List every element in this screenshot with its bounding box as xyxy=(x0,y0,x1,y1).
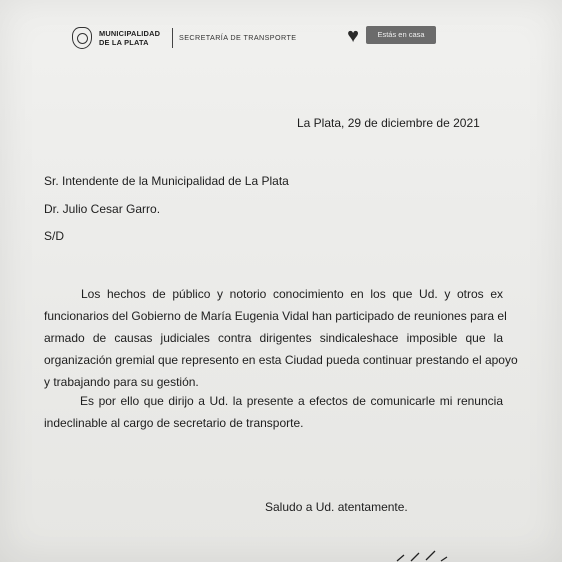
paragraph-2-line-1: Es por ello que dirijo a Ud. la presente a efectos de comunicarle mi renuncia xyxy=(80,394,503,408)
paragraph-1-line-1: Los hechos de público y notorio conocimiento en los que Ud. y otros ex xyxy=(81,287,503,301)
municipality-line-2: DE LA PLATA xyxy=(99,38,149,47)
municipality-line-1: MUNICIPALIDAD xyxy=(99,29,161,38)
recipient-line-1: Sr. Intendente de la Municipalidad de La Plata xyxy=(44,174,289,188)
signature-mark xyxy=(395,548,465,562)
paragraph-1-line-2: funcionarios del Gobierno de María Eugenia Vidal han participado de reuniones para el xyxy=(44,309,507,323)
department-name: SECRETARÍA DE TRANSPORTE xyxy=(179,33,297,42)
letter-date: La Plata, 29 de diciembre de 2021 xyxy=(297,116,480,130)
closing-salutation: Saludo a Ud. atentamente. xyxy=(265,500,408,514)
heart-icon: ♥ xyxy=(347,25,359,47)
recipient-line-3: S/D xyxy=(44,229,65,243)
paragraph-2-line-2: indeclinable al cargo de secretario de transporte. xyxy=(44,416,304,430)
letterhead-divider xyxy=(172,28,173,48)
coat-of-arms-icon xyxy=(72,27,92,49)
paragraph-1-line-3: armado de causas judiciales contra dirigentes sindicaleshace imposible que la xyxy=(44,331,503,345)
campaign-badge: Estás en casa xyxy=(366,26,436,44)
letterhead xyxy=(72,25,442,53)
paragraph-1-line-4: organización gremial que represento en esta Ciudad pueda continuar prestando el apoyo xyxy=(44,353,518,367)
paragraph-1-line-5: y trabajando para su gestión. xyxy=(44,375,199,389)
recipient-line-2: Dr. Julio Cesar Garro. xyxy=(44,202,161,216)
municipality-name xyxy=(99,29,174,47)
